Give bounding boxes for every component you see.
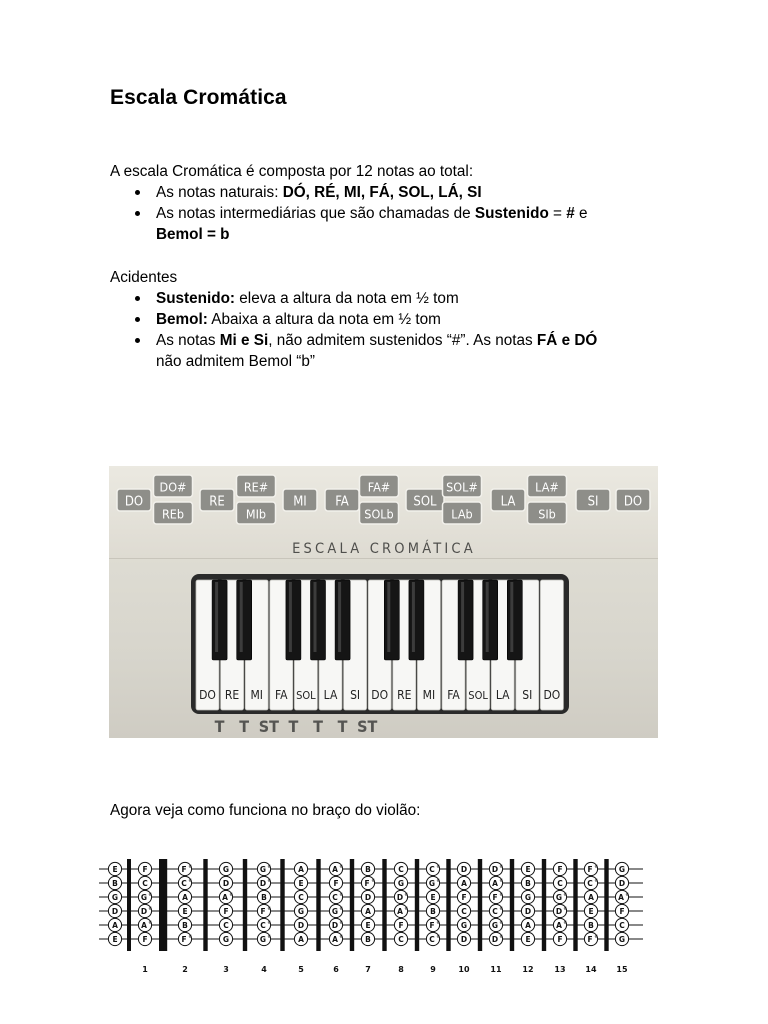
fret-note-label: G (222, 934, 230, 944)
fret-bar (446, 859, 450, 951)
fret-bar (163, 859, 167, 951)
fret-note-label: B (182, 920, 188, 930)
interval-label: T (214, 717, 225, 736)
white-key-label: MI (250, 688, 263, 702)
sharp-sign: # (563, 921, 567, 927)
acidentes-list (110, 288, 597, 372)
sharp-sign: # (499, 893, 503, 899)
accidental-label: LA# (535, 479, 559, 495)
piano-figure (109, 466, 658, 738)
sharp-sign: # (436, 865, 440, 871)
accidental-label: FA# (367, 479, 391, 495)
fret-note-label: E (365, 920, 371, 930)
sharp-sign: # (436, 879, 440, 885)
fret-note-label: G (140, 892, 148, 902)
sharp-sign: # (267, 935, 271, 941)
fret-note-label: F (181, 864, 187, 874)
black-key-highlight (338, 582, 341, 652)
accidental-label: MIb (245, 506, 267, 522)
fret-note-label: A (298, 934, 304, 944)
white-key-label: RE (397, 688, 412, 702)
white-key-label: SI (522, 688, 533, 702)
sharp-sign: # (188, 935, 192, 941)
fret-note-label: G (259, 934, 267, 944)
sharp-sign: # (267, 879, 271, 885)
fret-note-label: F (557, 934, 563, 944)
fret-number: 7 (365, 965, 371, 974)
interval-label: ST (258, 717, 279, 736)
note-label: MI (293, 494, 307, 510)
black-key (483, 580, 498, 660)
fret-note-label: A (298, 864, 304, 874)
white-key-label: FA (275, 688, 288, 702)
note-label: RE (209, 494, 225, 510)
fret-number: 15 (616, 965, 628, 974)
fret-note-label: D (460, 864, 468, 874)
white-key-label: DO (543, 688, 561, 702)
sharp-sign: # (499, 935, 503, 941)
piano-title: ESCALA CROMÁTICA (292, 541, 476, 557)
fret-note-label: C (429, 864, 435, 874)
black-key-highlight (314, 582, 317, 652)
black-key (212, 580, 227, 660)
fret-note-label: E (588, 906, 594, 916)
sharp-sign: # (563, 907, 567, 913)
fret-note-label: E (525, 934, 531, 944)
fret-note-label: D (140, 906, 148, 916)
sharp-sign: # (339, 935, 343, 941)
fret-note-label: E (430, 892, 436, 902)
black-key (409, 580, 424, 660)
intro-text: A escala Cromática é composta por 12 notas ao total: (110, 163, 474, 180)
fret-note-label: F (142, 864, 148, 874)
fret-note-label: C (587, 878, 593, 888)
sharp-sign: # (267, 921, 271, 927)
sharp-sign: # (148, 893, 152, 899)
guitar-fretboard (97, 845, 645, 982)
fret-note-label: A (365, 906, 371, 916)
fret-note-label: D (491, 934, 499, 944)
fret-bar (542, 859, 546, 951)
acidentes-heading: Acidentes (110, 269, 178, 286)
fret-bar (243, 859, 247, 951)
accidental-label: DO# (159, 479, 187, 495)
fret-number: 3 (223, 965, 229, 974)
fret-number: 4 (261, 965, 267, 974)
fret-note-label: C (492, 906, 498, 916)
page-title: Escala Cromática (110, 86, 287, 109)
black-key-highlight (240, 582, 243, 652)
sharp-sign: # (339, 921, 343, 927)
white-key-label: MI (422, 688, 436, 702)
fret-note-label: D (297, 920, 305, 930)
sharp-sign: # (188, 865, 192, 871)
white-key-label: LA (495, 688, 510, 702)
fret-number: 1 (142, 965, 148, 974)
sharp-sign: # (371, 879, 375, 885)
fret-note-label: G (555, 892, 563, 902)
fret-note-label: A (492, 878, 498, 888)
fret-note-label: G (460, 920, 468, 930)
note-label: FA (335, 494, 349, 510)
fret-note-label: D (555, 906, 563, 916)
fret-note-label: C (260, 920, 266, 930)
fret-note-label: F (398, 920, 404, 930)
fret-number: 5 (298, 965, 304, 974)
fret-bar (604, 859, 608, 951)
sharp-sign: # (499, 865, 503, 871)
fret-note-label: A (332, 934, 338, 944)
interval-label: T (313, 717, 323, 736)
fret-note-label: A (182, 892, 188, 902)
fret-note-label: E (112, 864, 118, 874)
fret-note-label: F (364, 878, 370, 888)
fret-number: 14 (585, 965, 597, 974)
black-key-highlight (289, 582, 292, 652)
fret-note-label: B (430, 906, 436, 916)
fret-note-label: C (398, 864, 404, 874)
note-label: SOL (413, 494, 437, 510)
fret-number: 10 (458, 965, 470, 974)
fret-note-label: A (525, 920, 531, 930)
fret-note-label: B (365, 864, 371, 874)
fret-number: 13 (554, 965, 566, 974)
fret-number: 12 (522, 965, 534, 974)
fretboard-diagram (97, 845, 645, 977)
intro-section (110, 161, 588, 245)
black-key-highlight (486, 582, 489, 652)
interval-label: T (337, 717, 348, 736)
fret-bar (478, 859, 482, 951)
sharp-sign: # (436, 935, 440, 941)
fret-note-label: C (332, 892, 338, 902)
fret-note-label: A (222, 892, 228, 902)
black-key (507, 580, 522, 660)
fret-note-label: C (181, 878, 187, 888)
black-key (335, 580, 350, 660)
sharp-sign: # (499, 879, 503, 885)
piano-illustration (109, 466, 658, 738)
fret-note-label: C (398, 934, 404, 944)
black-key (384, 580, 399, 660)
fret-note-label: C (461, 906, 467, 916)
white-key-label: SI (350, 688, 361, 702)
sharp-sign: # (563, 893, 567, 899)
fret-note-label: D (460, 934, 468, 944)
fret-number: 8 (398, 965, 404, 974)
fret-number: 2 (182, 965, 188, 974)
accidental-label: RE# (243, 479, 269, 495)
fret-note-label: C (619, 920, 625, 930)
fret-note-label: A (112, 920, 118, 930)
fret-note-label: G (618, 864, 626, 874)
fret-note-label: F (333, 878, 339, 888)
sharp-sign: # (404, 893, 408, 899)
fret-note-label: A (588, 892, 594, 902)
sharp-sign: # (188, 879, 192, 885)
interval-label: T (288, 717, 299, 736)
accidental-label: SOL# (446, 479, 478, 495)
fret-note-label: D (222, 878, 230, 888)
fret-note-label: B (112, 878, 118, 888)
white-key-label: SOL (296, 689, 316, 702)
fret-note-label: G (397, 878, 405, 888)
fret-note-label: F (557, 864, 563, 874)
black-key (458, 580, 473, 660)
accidental-label: LAb (451, 506, 473, 522)
fret-note-label: A (556, 920, 562, 930)
fret-note-label: F (461, 892, 467, 902)
fret-note-label: C (298, 892, 304, 902)
white-key-label: FA (447, 688, 460, 702)
fret-bar (159, 859, 163, 951)
black-key-highlight (215, 582, 218, 652)
sharp-sign: # (148, 907, 152, 913)
sharp-sign: # (625, 893, 629, 899)
fret-note-label: G (259, 864, 267, 874)
fret-note-label: D (524, 906, 532, 916)
fret-note-label: G (524, 892, 532, 902)
nut (127, 859, 131, 951)
fret-note-label: F (142, 934, 148, 944)
fret-note-label: F (587, 864, 593, 874)
fret-note-label: B (365, 934, 371, 944)
accidental-label: REb (161, 506, 185, 522)
fret-note-label: G (222, 864, 230, 874)
list-item-naturais: As notas naturais: DÓ, RÉ, MI, FÁ, SOL, LÁ, SI (110, 182, 588, 203)
fret-note-label: D (259, 878, 267, 888)
fret-note-label: E (298, 878, 304, 888)
list-item-intermediarias: As notas intermediárias que são chamadas de Sustenido = # e Bemol = b (110, 203, 588, 245)
sharp-sign: # (339, 865, 343, 871)
fret-note-label: D (364, 892, 372, 902)
fret-note-label: E (112, 934, 118, 944)
fret-note-label: G (618, 934, 626, 944)
black-key (286, 580, 301, 660)
sharp-sign: # (594, 935, 598, 941)
note-label: SI (587, 494, 599, 510)
black-key-highlight (412, 582, 415, 652)
fret-note-label: E (525, 864, 531, 874)
fret-note-label: C (429, 934, 435, 944)
fret-note-label: G (491, 920, 499, 930)
fret-bar (203, 859, 207, 951)
sharp-sign: # (436, 921, 440, 927)
fret-note-label: A (141, 920, 147, 930)
black-key-highlight (461, 582, 464, 652)
fret-bar (280, 859, 284, 951)
note-label: DO (124, 494, 144, 510)
sharp-sign: # (499, 907, 503, 913)
fret-note-label: F (492, 892, 498, 902)
white-key-label: SOL (468, 689, 488, 702)
fret-note-label: F (223, 906, 229, 916)
fret-note-label: A (461, 878, 467, 888)
fret-bar (350, 859, 354, 951)
fret-note-label: B (261, 892, 267, 902)
accidental-label: SIb (538, 506, 556, 522)
white-key-label: RE (224, 688, 240, 702)
sharp-sign: # (594, 879, 598, 885)
fret-note-label: D (331, 920, 339, 930)
black-key-highlight (510, 582, 513, 652)
black-key (311, 580, 326, 660)
black-key (237, 580, 252, 660)
interval-label: ST (357, 717, 378, 736)
accidental-label: SOLb (364, 506, 394, 522)
fret-bar (415, 859, 419, 951)
fret-note-label: B (525, 878, 531, 888)
fret-note-label: F (429, 920, 435, 930)
fret-note-label: B (588, 920, 594, 930)
fret-note-label: C (223, 920, 229, 930)
fret-number: 6 (333, 965, 339, 974)
sharp-sign: # (148, 921, 152, 927)
sharp-sign: # (267, 865, 271, 871)
fret-note-label: E (182, 906, 188, 916)
fret-note-label: G (297, 906, 305, 916)
white-key-label: LA (323, 688, 338, 702)
fret-note-label: G (428, 878, 436, 888)
sharp-sign: # (404, 907, 408, 913)
list-item-mi-si: As notas Mi e Si, não admitem sustenidos “#”. As notas FÁ e DÓ não admitem Bemol “b” (110, 330, 597, 372)
fret-note-label: G (331, 906, 339, 916)
fret-note-label: D (618, 878, 626, 888)
black-key-highlight (387, 582, 390, 652)
fret-bar (510, 859, 514, 951)
note-label: LA (500, 494, 516, 510)
fret-bar (382, 859, 386, 951)
sharp-sign: # (339, 893, 343, 899)
list-item-bemol: Bemol: Abaixa a altura da nota em ½ tom (110, 309, 597, 330)
fret-number: 11 (490, 965, 502, 974)
sharp-sign: # (267, 907, 271, 913)
fret-note-label: D (491, 864, 499, 874)
sharp-sign: # (229, 893, 233, 899)
fret-note-label: G (111, 892, 119, 902)
fret-number: 9 (430, 965, 436, 974)
fret-note-label: D (111, 906, 119, 916)
white-key-label: DO (371, 688, 389, 702)
fret-bar (573, 859, 577, 951)
note-label: DO (623, 494, 643, 510)
fret-note-label: F (260, 906, 266, 916)
fret-note-label: F (619, 906, 625, 916)
sharp-sign: # (499, 921, 503, 927)
violao-intro: Agora veja como funciona no braço do violão: (110, 802, 421, 819)
acidentes-section (110, 267, 597, 372)
fret-note-label: F (587, 934, 593, 944)
fret-note-label: F (181, 934, 187, 944)
fret-note-label: D (396, 892, 404, 902)
fret-note-label: A (397, 906, 403, 916)
fret-bar (316, 859, 320, 951)
fret-note-label: A (332, 864, 338, 874)
sharp-sign: # (594, 865, 598, 871)
notes-list (110, 182, 588, 245)
fret-note-label: C (557, 878, 563, 888)
fret-note-label: C (142, 878, 148, 888)
list-item-sustenido: Sustenido: eleva a altura da nota em ½ tom (110, 288, 597, 309)
interval-label: T (239, 717, 250, 736)
white-key-label: DO (199, 688, 216, 702)
fret-note-label: A (618, 892, 624, 902)
sharp-sign: # (339, 907, 343, 913)
